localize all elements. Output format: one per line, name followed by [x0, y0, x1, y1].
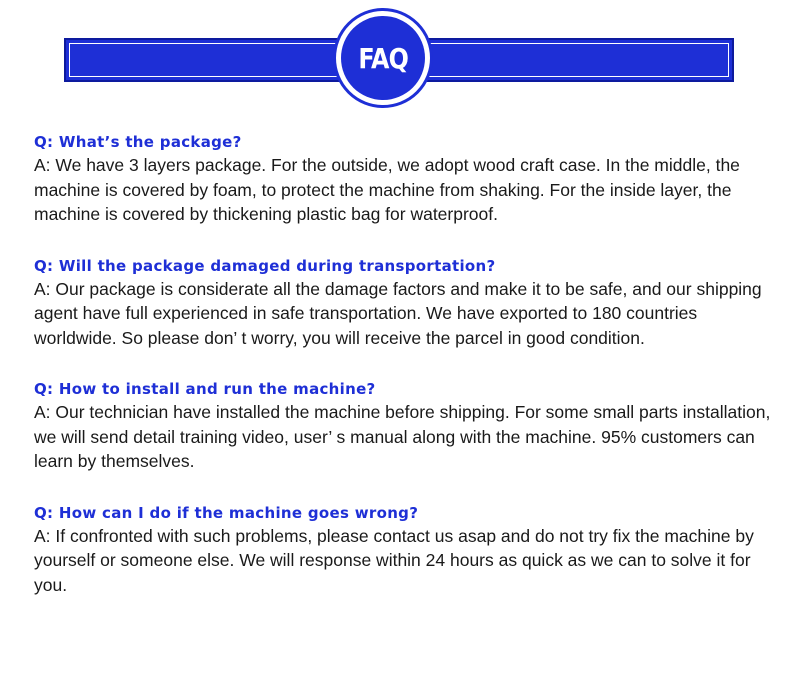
- faq-item-problems: [34, 502, 774, 598]
- faq-item-package: [34, 131, 774, 227]
- faq-question: Q: Will the package damaged during transportation?: [34, 256, 496, 275]
- faq-question: Q: How to install and run the machine?: [34, 380, 376, 398]
- faq-question: Q: How can I do if the machine goes wrong?: [34, 503, 419, 522]
- faq-list: [34, 131, 774, 625]
- faq-item-install: [34, 378, 774, 474]
- faq-answer: A: If confronted with such problems, please contact us asap and do not try fix the machine by yourself or someone else. We will response within 24 hours as quick as we can to solve it for you.: [34, 525, 754, 595]
- faq-item-damage: [34, 255, 774, 351]
- banner-badge: [341, 16, 425, 100]
- faq-banner: [0, 0, 800, 120]
- faq-answer: A: Our technician have installed the machine before shipping. For some small parts installation, we will send detail training video, user’ s manual along with the machine. 95% customers can learn by themselves.: [34, 402, 771, 471]
- faq-answer: A: We have 3 layers package. For the outside, we adopt wood craft case. In the middle, the machine is covered by foam, to protect the machine from shaking. For the inside layer, the machine is covered by thickening plastic bag for waterproof.: [34, 155, 740, 224]
- page-title: FAQ: [358, 41, 408, 75]
- faq-question: Q: What’s the package?: [34, 133, 242, 151]
- faq-answer: A: Our package is considerate all the damage factors and make it to be safe, and our shipping agent have full experienced in safe transportation. We have exported to 180 countries worldwide. So please don’ t worry, you will receive the parcel in good condition.: [34, 278, 762, 348]
